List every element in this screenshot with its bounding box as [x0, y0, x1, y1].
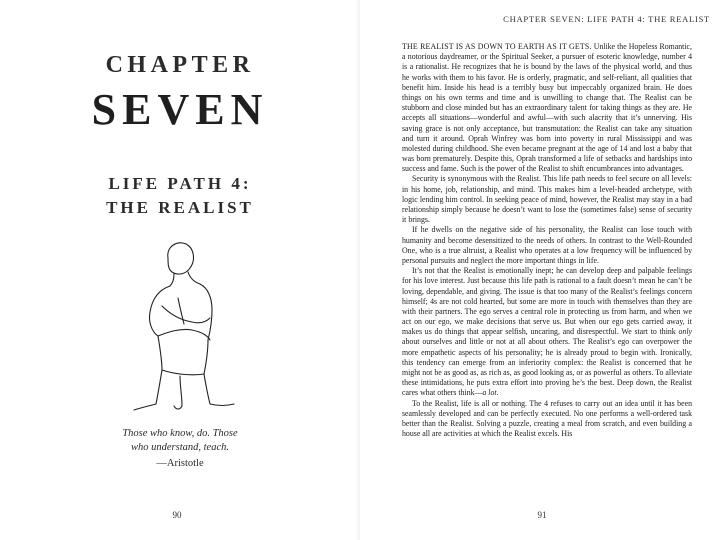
chapter-label: CHAPTER [105, 52, 255, 78]
epigraph-quote [0, 427, 360, 455]
life-path-title-line2: THE REALIST [106, 198, 254, 217]
paragraph-4-emphasis-only: only [678, 327, 692, 337]
chapter-number: SEVEN [91, 85, 269, 134]
paragraph-1-lead-in: THE REALIST IS AS DOWN TO EARTH AS IT GETS. [402, 42, 592, 51]
line-art-figure-illustration [118, 236, 248, 416]
life-path-title-line1: LIFE PATH 4: [108, 174, 252, 193]
paragraph-1 [402, 42, 692, 174]
epigraph-line2: who understand, teach. [131, 442, 229, 453]
paragraph-4-text-a: It’s not that the Realist is emotionally inept; he can develop deep and palpable feelings for his love interest. Just because this life path is rational to a fault doesn’t mean he can’t be loving, dependable, and giving. The issue is that too many of the Realist’s feelings concern himself; 4s are not cold hearted, but some are more in touch with themselves than they are with their partners. The ego serves a central role in protecting us from harm, and when we act on our ego, we make decisions that serve us. But when our ego gets carried away, it makes us do things that appear selfish, uncaring, and disrespectful. We start to think [402, 266, 692, 337]
paragraph-4-text-b: about ourselves and little or not at all about others. The Realist’s ego can overpower the more empathetic aspects of his personality; he is already proud to begin with. Ironically, this tendency can emerge from an inferiority complex: the Realist is concerned that he might not be as good as, as rich as, as good looking as, or as powerful as others. To alleviate these intimidations, he puts extra effort into proving he’s the best. Deep down, the Realist cares what others think— [402, 337, 692, 398]
right-page-number: 91 [537, 510, 547, 520]
body-text [402, 42, 692, 439]
paragraph-2: Security is synonymous with the Realist. This life path needs to feel secure on all levels: in his home, job, relationship, and mind. This makes him a level-headed archetype, with logic lending him control. In seeking peace of mind, however, the Realist may stay in a bad relationship simply because he doesn’t want to lose the (sometimes false) sense of security it brings. [402, 174, 692, 225]
paragraph-5: To the Realist, life is all or nothing. The 4 refuses to carry out an idea until it has been seamlessly developed and can be perfectly executed. No one performs a well-ordered task better than the Realist. Solving a puzzle, creating a meal from scratch, and even building a house all are activities at which the Realist excels. His [402, 398, 692, 439]
paragraph-4-emphasis-a-lot: a lot [482, 388, 497, 398]
running-head: CHAPTER SEVEN: LIFE PATH 4: THE REALIST [503, 14, 710, 24]
paragraph-4 [402, 266, 692, 398]
paragraph-1-text: Unlike the Hopeless Romantic, a notorious daydreamer, or the Spiritual Seeker, a pursuer of esoteric knowledge, number 4 is a rationalist. He recognizes that he is bound by the laws of the physical world, and thus he works with them to his favor. He is orderly, pragmatic, and self-reliant, all qualities that benefit him. Inside his head is a terribly busy but impeccably organized brain. He does things on his own terms and time and is unwilling to change that. The Realist can be stubborn and close minded but has an extraordinary talent for taking things as they are. He accepts all situations—wonderful and awful—with such alacrity that it’s unnerving. His saving grace is not only acceptance, but transmutation: the Realist can take any situation and turn it around. Oprah Winfrey was born into poverty in rural Mississippi and was molested during childhood. She even became pregnant at the age of 14 and lost a baby that was born prematurely. Despite this, Oprah transformed a life of setbacks and hardships into success and fame. Such is the power of the Realist to shift encumbrances into advantages. [402, 42, 692, 174]
paragraph-3: If he dwells on the negative side of his personality, the Realist can lose touch with humanity and become desensitized to the needs of others. In contrast to the Well-Rounded One, who is a true altruist, a Realist who operates at a low frequency will be influenced by personal pursuits and neglect the more important things in life. [402, 225, 692, 265]
left-page-number: 90 [172, 510, 182, 520]
epigraph-author: —Aristotle [156, 458, 204, 469]
right-page [360, 0, 720, 540]
life-path-title [0, 172, 360, 220]
paragraph-4-text-c: . [496, 388, 499, 398]
epigraph-line1: Those who know, do. Those [122, 428, 238, 439]
